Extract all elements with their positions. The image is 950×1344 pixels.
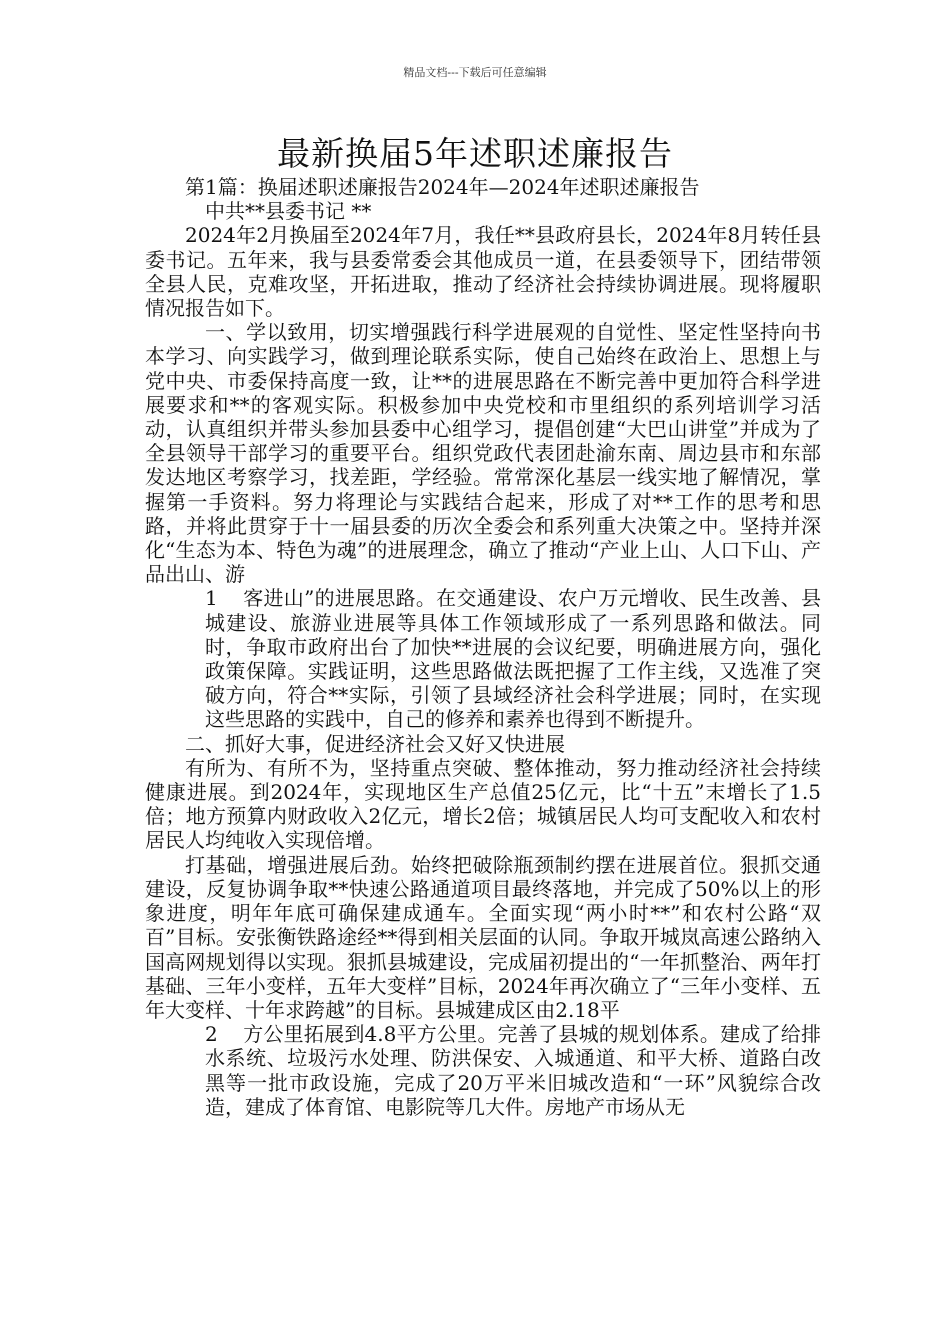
page-header: 精品文档---下载后可任意编辑 — [403, 66, 547, 79]
paragraph-intro: 2024年2月换届至2024年7月，我任**县政府县长，2024年8月转任县委书记。五年来，我与县委常委会其他成员一道，在县委领导下，团结带领全县人民，克难攻坚，开拓进取，推动了经济社会持续协调进展。现将履职情况报告如下。 — [145, 223, 821, 321]
paragraph-section-2: 有所为、有所不为，坚持重点突破、整体推动，努力推动经济社会持续健康进展。到2024年，实现地区生产总值25亿元，比“十五”末增长了1.5倍；地方预算内财政收入2亿元，增长2倍；城镇居民人均可支配收入和农村居民人均纯收入实现倍增。 — [145, 755, 821, 853]
author-line: 中共**县委书记 ** — [205, 199, 372, 224]
paragraph-continued-2 — [145, 1022, 821, 1119]
section-heading-2: 二、抓好大事，促进经济社会又好又快进展 — [185, 731, 565, 756]
paragraph-continued-2-text: 方公里拓展到4.8平方公里。完善了县城的规划体系。建成了给排水系统、垃圾污水处理、防洪保安、入城通道、和平大桥、道路白改黑等一批市政设施，完成了20万平米旧城改造和“一环”风貌综合改造，建成了体育馆、电影院等几大件。房地产市场从无 — [205, 1022, 821, 1119]
paragraph-foundation: 打基础，增强进展后劲。始终把破除瓶颈制约摆在进展首位。狠抓交通建设，反复协调争取**快速公路通道项目最终落地，并完成了50%以上的形象进度，明年年底可确保建成通车。全面实现“两小时**”和农村公路“双百”目标。安张衡铁路途经**得到相关层面的认同。争取开城岚高速公路纳入国高网规划得以实现。狠抓县城建设，完成届初提出的“一年抓整治、两年打基础、三年小变样，五年大变样”目标，2024年再次确立了“三年小变样、五年大变样、十年求跨越”的目标。县城建成区由2.18平 — [145, 852, 821, 1022]
page-number-1: 1 — [205, 586, 218, 611]
paragraph-continued-1-text: 客进山”的进展思路。在交通建设、农户万元增收、民生改善、县城建设、旅游业进展等具体工作领域形成了一系列思路和做法。同时，争取市政府出台了加快**进展的会议纪要，明确进展方向，强化政策保障。实践证明，这些思路做法既把握了工作主线，又选准了突破方向，符合**实际，引领了县域经济社会科学进展；同时，在实现这些思路的实践中，自己的修养和素养也得到不断提升。 — [205, 586, 821, 732]
paragraph-section-1: 一、学以致用，切实增强践行科学进展观的自觉性、坚定性坚持向书本学习、向实践学习，做到理论联系实际，使自己始终在政治上、思想上与党中央、市委保持高度一致，让**的进展思路在不断完善中更加符合科学进展要求和**的客观实际。积极参加中央党校和市里组织的系列培训学习活动，认真组织并带头参加县委中心组学习，提倡创建“大巴山讲堂”并成为了全县领导干部学习的重要平台。组织党政代表团赴渝东南、周边县市和东部发达地区考察学习，找差距，学经验。常常深化基层一线实地了解情况，掌握第一手资料。努力将理论与实践结合起来，形成了对**工作的思考和思路，并将此贯穿于十一届县委的历次全委会和系列重大决策之中。坚持并深化“生态为本、特色为魂”的进展理念，确立了推动“产业上山、人口下山、产品出山、游 — [145, 320, 821, 587]
document-body — [145, 175, 821, 1119]
paragraph-continued-1 — [145, 586, 821, 731]
page-number-2: 2 — [205, 1022, 218, 1047]
document-title: 最新换届5年述职述廉报告 — [277, 134, 673, 173]
subtitle: 第1篇：换届述职述廉报告2024年—2024年述职述廉报告 — [185, 175, 700, 199]
